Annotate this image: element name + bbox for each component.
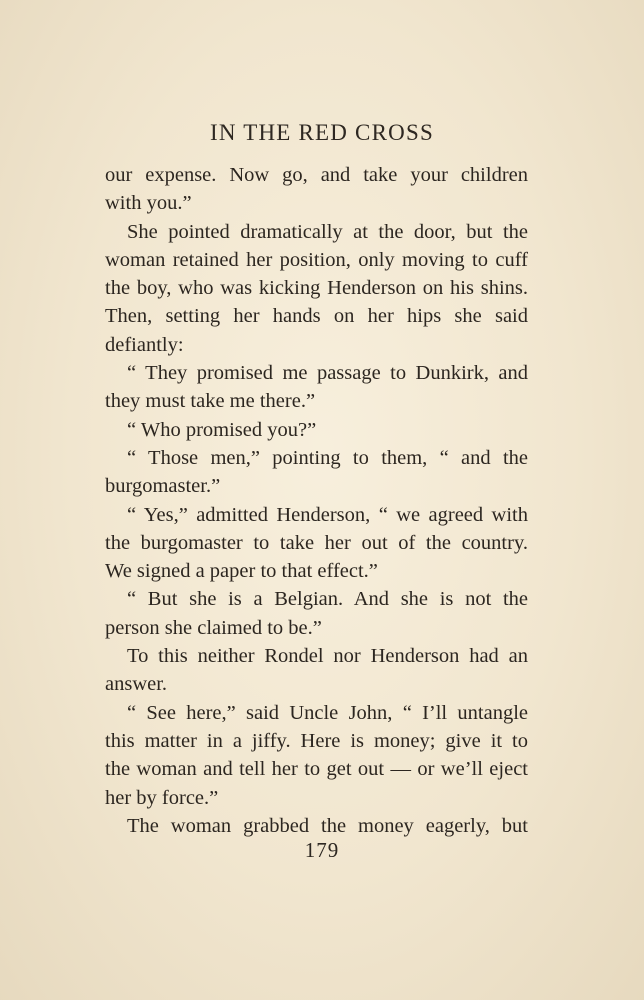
text-line: defiantly: [105, 333, 184, 356]
text-line: person she claimed to be.” [105, 616, 322, 639]
text-line: “ They promised me passage to Dunkirk, and [127, 362, 528, 385]
text-line: our expense. Now go, and take your children [105, 164, 528, 186]
page-number: 179 [304, 838, 340, 862]
text-line: “ Those men,” pointing to them, “ and the [127, 446, 528, 469]
text-line: woman retained her position, only moving to cuff [105, 248, 528, 271]
text-line: “ Who promised you?” [127, 418, 317, 441]
text-line: “ Yes,” admitted Henderson, “ we agreed with [127, 503, 528, 526]
text-line: answer. [105, 673, 168, 696]
text-line: the boy, who was kicking Henderson on his shins. [105, 277, 528, 300]
text-line: We signed a paper to that effect.” [105, 560, 378, 583]
text-line: the woman and tell her to get out — or we’ll eject [105, 758, 528, 781]
body-text [105, 161, 528, 840]
text-line: with you.” [105, 192, 192, 215]
text-line: this matter in a jiffy. Here is money; give it to [105, 729, 528, 752]
text-line: they must take me there.” [105, 390, 316, 413]
text-line: She pointed dramatically at the door, but the [127, 220, 528, 243]
text-line: “ But she is a Belgian. And she is not the [127, 588, 528, 611]
text-line: To this neither Rondel nor Henderson had an [127, 645, 528, 668]
text-line: her by force.” [105, 786, 219, 809]
running-head: IN THE RED CROSS [210, 120, 434, 145]
text-line: burgomaster.” [105, 475, 221, 498]
text-line: the burgomaster to take her out of the country. [105, 531, 528, 554]
text-line: The woman grabbed the money eagerly, but [127, 814, 528, 837]
text-line: “ See here,” said Uncle John, “ I’ll untangle [127, 701, 528, 724]
text-line: Then, setting her hands on her hips she said [105, 305, 528, 328]
